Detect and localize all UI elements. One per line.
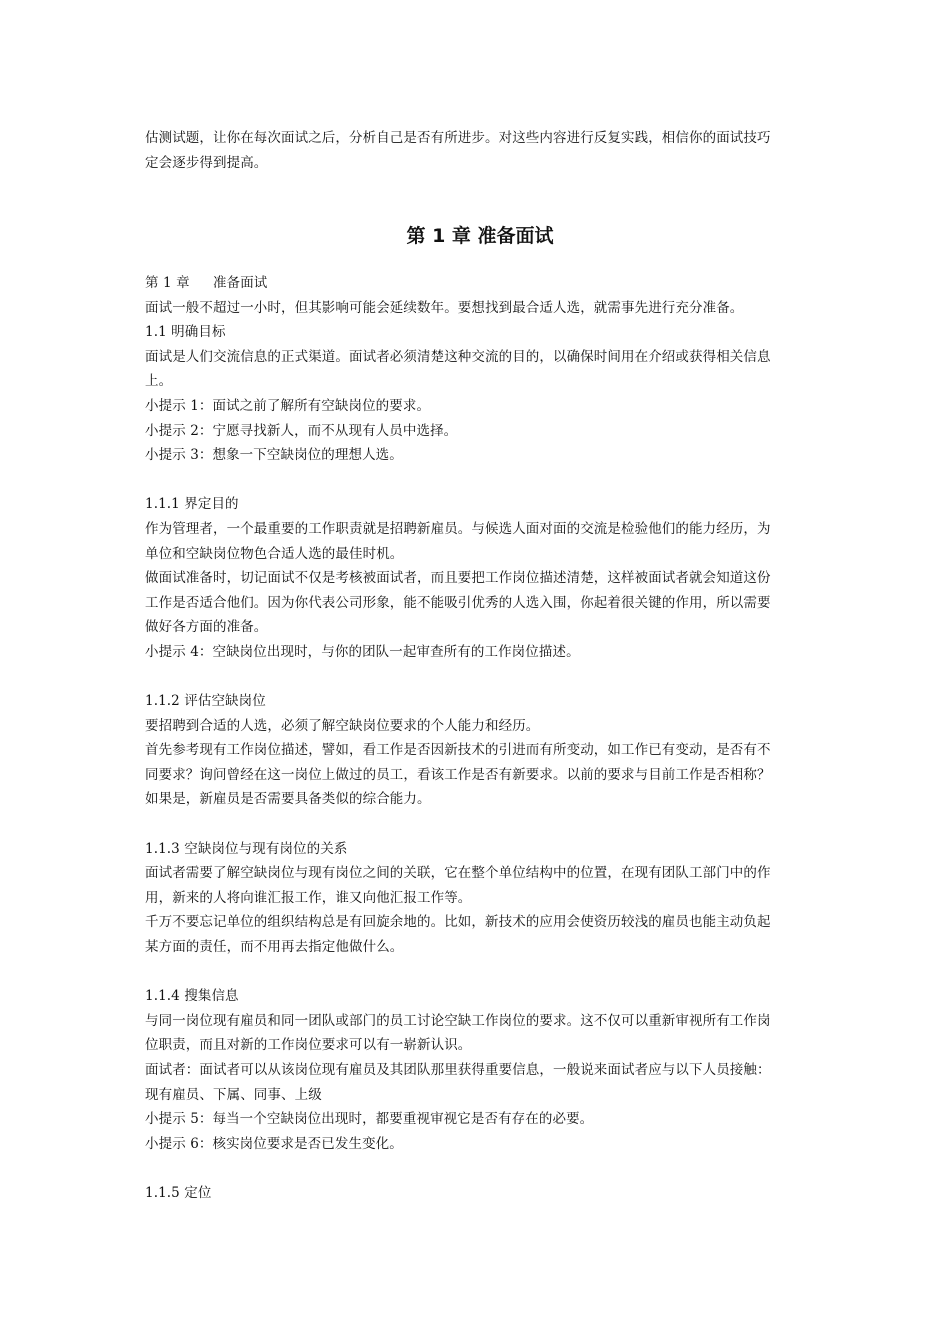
text-line: 上。	[145, 373, 173, 390]
subsection-heading: 1.1.1 界定目的	[145, 496, 239, 513]
text-line: 单位和空缺岗位物色合适人选的最佳时机。	[145, 545, 404, 562]
section-block	[145, 492, 815, 664]
tip-line: 小提示 1：面试之前了解所有空缺岗位的要求。	[145, 397, 431, 414]
subsection-heading: 1.1.5 定位	[145, 1184, 212, 1201]
intro-line: 估测试题，让你在每次面试之后，分析自己是否有所进步。对这些内容进行反复实践，相信你的面试技巧	[145, 130, 771, 146]
text-line: 位职责，而且对新的工作岗位要求可以有一崭新认识。	[145, 1037, 472, 1054]
tip-line: 小提示 4：空缺岗位出现时，与你的团队一起审查所有的工作岗位描述。	[145, 643, 580, 660]
text-line: 如果是，新雇员是否需要具备类似的综合能力。	[145, 791, 431, 808]
text-line: 同要求？询问曾经在这一岗位上做过的员工，看该工作是否有新要求。以前的要求与目前工作是否相称？	[145, 766, 771, 783]
section-block	[145, 296, 815, 468]
text-line: 首先参考现有工作岗位描述，譬如，看工作是否因新技术的引进而有所变动，如工作已有变动，是否有不	[145, 742, 771, 759]
text-line: 要招聘到合适的人选，必须了解空缺岗位要求的个人能力和经历。	[145, 717, 540, 734]
chapter-label	[145, 271, 815, 296]
text-line: 用，新来的人将向谁汇报工作，谁又向他汇报工作等。	[145, 889, 472, 906]
text-line: 作为管理者，一个最重要的工作职责就是招聘新雇员。与候选人面对面的交流是检验他们的能力经历，为	[145, 520, 771, 537]
subsection-heading: 1.1.2 评估空缺岗位	[145, 693, 266, 710]
text-line: 工作是否适合他们。因为你代表公司形象，能不能吸引优秀的人选入围，你起着很关键的作用，所以需要	[145, 594, 771, 611]
section-heading: 1.1 明确目标	[145, 324, 226, 341]
tip-line: 小提示 6：核实岗位要求是否已发生变化。	[145, 1135, 403, 1152]
intro-paragraph	[145, 126, 815, 175]
text-line: 与同一岗位现有雇员和同一团队或部门的员工讨论空缺工作岗位的要求。这不仅可以重新审视所有工作岗	[145, 1012, 771, 1029]
text-line: 现有雇员、下属、同事、上级	[145, 1086, 322, 1103]
section-block	[145, 984, 815, 1156]
subsection-heading: 1.1.3 空缺岗位与现有岗位的关系	[145, 840, 348, 857]
chapter-label-text: 准备面试	[213, 275, 268, 291]
text-line: 面试是人们交流信息的正式渠道。面试者必须清楚这种交流的目的，以确保时间用在介绍或获得相关信息	[145, 348, 771, 365]
tip-line: 小提示 5：每当一个空缺岗位出现时，都要重视审视它是否有存在的必要。	[145, 1111, 594, 1128]
subsection-heading: 1.1.4 搜集信息	[145, 988, 239, 1005]
text-line: 某方面的责任，而不用再去指定他做什么。	[145, 939, 404, 956]
intro-line: 定会逐步得到提高。	[145, 154, 268, 171]
chapter-title: 第 1 章 准备面试	[406, 225, 554, 247]
text-line: 做面试准备时，切记面试不仅是考核被面试者，而且要把工作岗位描述清楚，这样被面试者就会知道这份	[145, 570, 771, 587]
text-line: 面试一般不超过一小时，但其影响可能会延续数年。要想找到最合适人选，就需事先进行充分准备。	[145, 299, 744, 316]
text-line: 千万不要忘记单位的组织结构总是有回旋余地的。比如，新技术的应用会使资历较浅的雇员也能主动负起	[145, 914, 771, 931]
section-block	[145, 689, 815, 812]
section-block	[145, 1181, 815, 1206]
text-line: 面试者：面试者可以从该岗位现有雇员及其团队那里获得重要信息，一般说来面试者应与以下人员接触：	[145, 1062, 771, 1078]
chapter-body	[145, 271, 815, 1206]
section-block	[145, 837, 815, 960]
text-line: 做好各方面的准备。	[145, 619, 268, 636]
chapter-label-number: 第 1 章	[145, 275, 190, 291]
text-line: 面试者需要了解空缺岗位与现有岗位之间的关联，它在整个单位结构中的位置，在现有团队工部门中的作	[145, 865, 771, 882]
tip-line: 小提示 2：宁愿寻找新人，而不从现有人员中选择。	[145, 422, 458, 439]
tip-line: 小提示 3：想象一下空缺岗位的理想人选。	[145, 447, 403, 464]
